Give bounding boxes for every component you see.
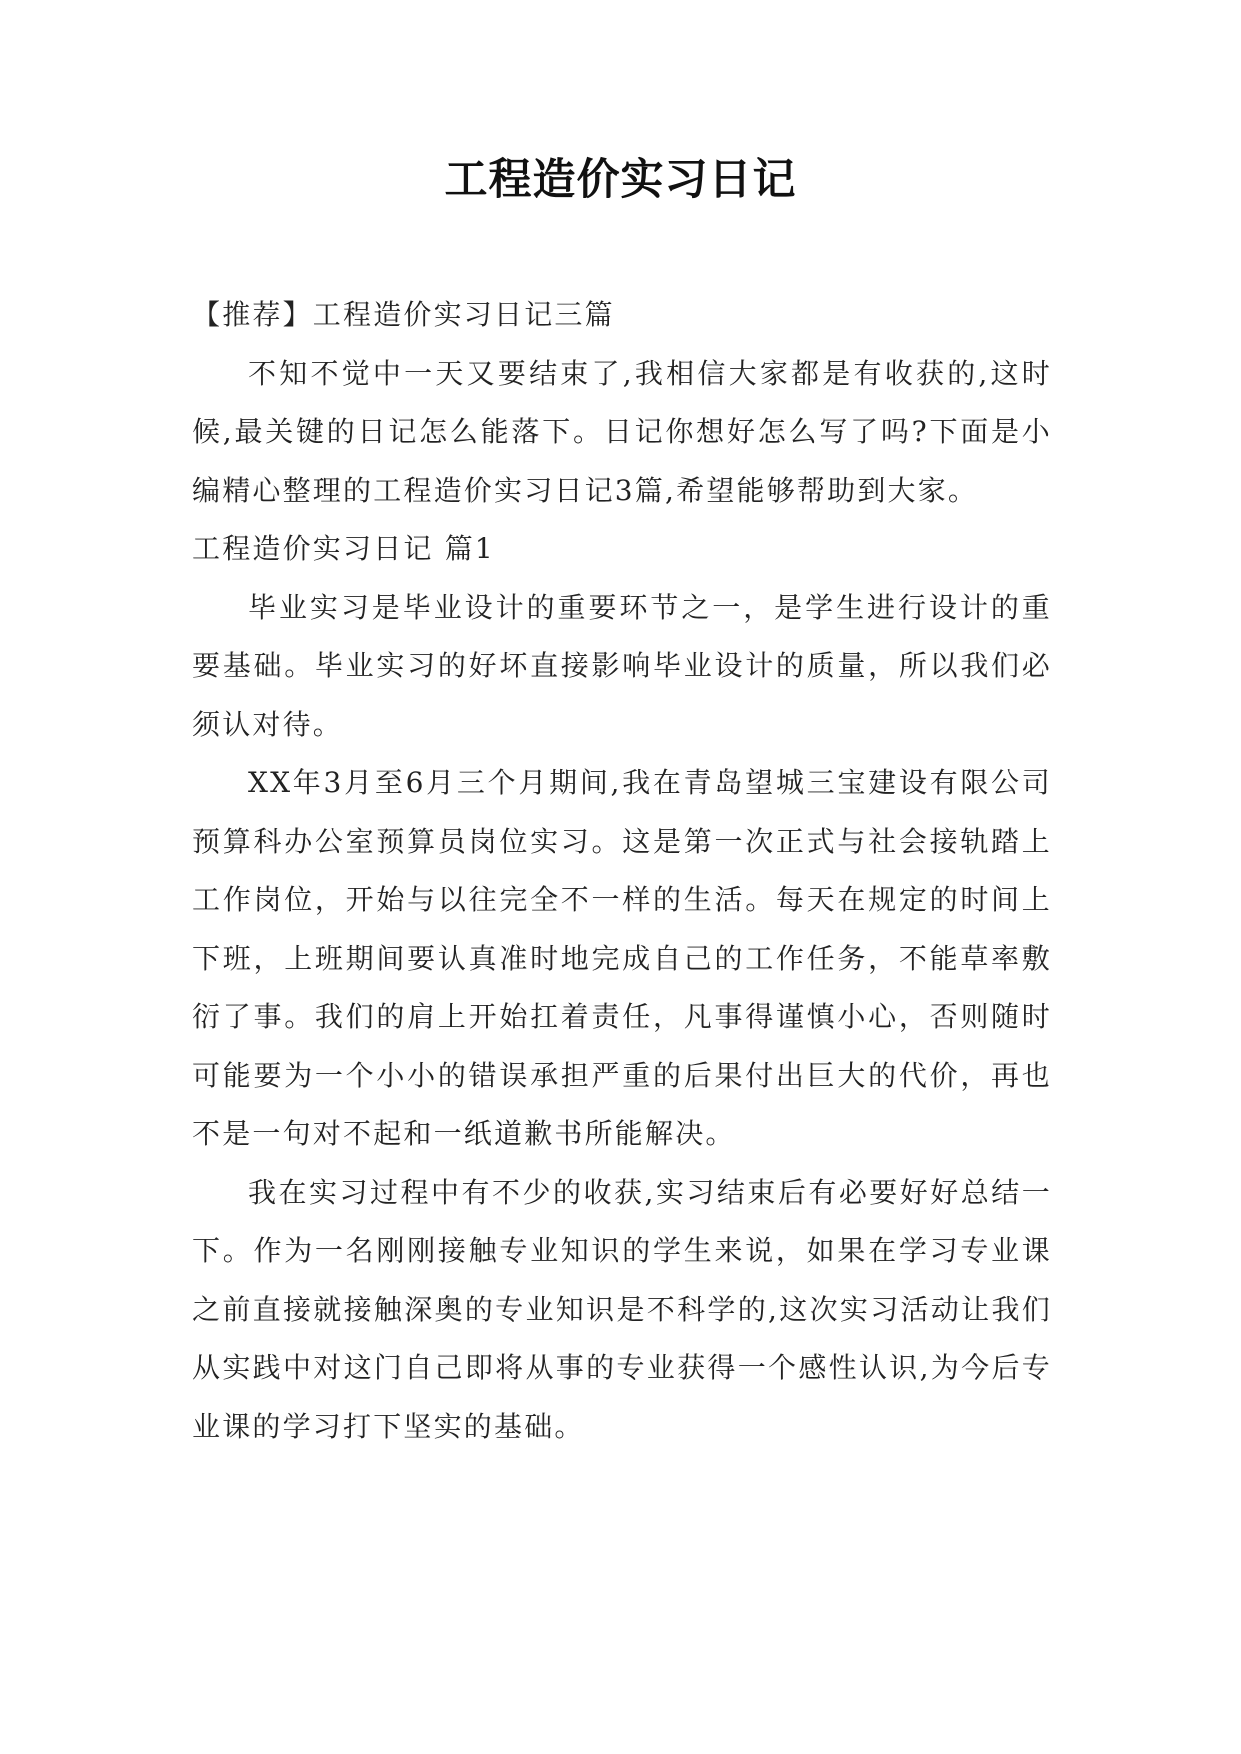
document-title: 工程造价实习日记 (444, 155, 797, 205)
body-paragraph: 我在实习过程中有不少的收获,实习结束后有必要好好总结一下。作为一名刚刚接触专业知识的学生来说，如果在学习专业课之前直接就接触深奥的专业知识是不科学的,这次实习活动让我们从实践中对这门自己即将从事的专业获得一个感性认识,为今后专业课的学习打下坚实的基础。 (192, 1175, 1052, 1443)
intro-heading: 【推荐】工程造价实习日记三篇 (192, 298, 615, 331)
section-heading: 工程造价实习日记 篇1 (192, 532, 495, 565)
body-paragraph: 毕业实习是毕业设计的重要环节之一，是学生进行设计的重要基础。毕业实习的好坏直接影响毕业设计的质量，所以我们必须认对待。 (192, 590, 1052, 741)
document-body (192, 286, 1052, 1456)
body-paragraph: XX年3月至6月三个月期间,我在青岛望城三宝建设有限公司预算科办公室预算员岗位实习。这是第一次正式与社会接轨踏上工作岗位，开始与以往完全不一样的生活。每天在规定的时间上下班，上班期间要认真准时地完成自己的工作任务，不能草率敷衍了事。我们的肩上开始扛着责任，凡事得谨慎小心，否则随时可能要为一个小小的错误承担严重的后果付出巨大的代价，再也不是一句对不起和一纸道歉书所能解决。 (192, 766, 1052, 1150)
intro-paragraph: 不知不觉中一天又要结束了,我相信大家都是有收获的,这时候,最关键的日记怎么能落下。日记你想好怎么写了吗?下面是小编精心整理的工程造价实习日记3篇,希望能够帮助到大家。 (192, 356, 1052, 507)
